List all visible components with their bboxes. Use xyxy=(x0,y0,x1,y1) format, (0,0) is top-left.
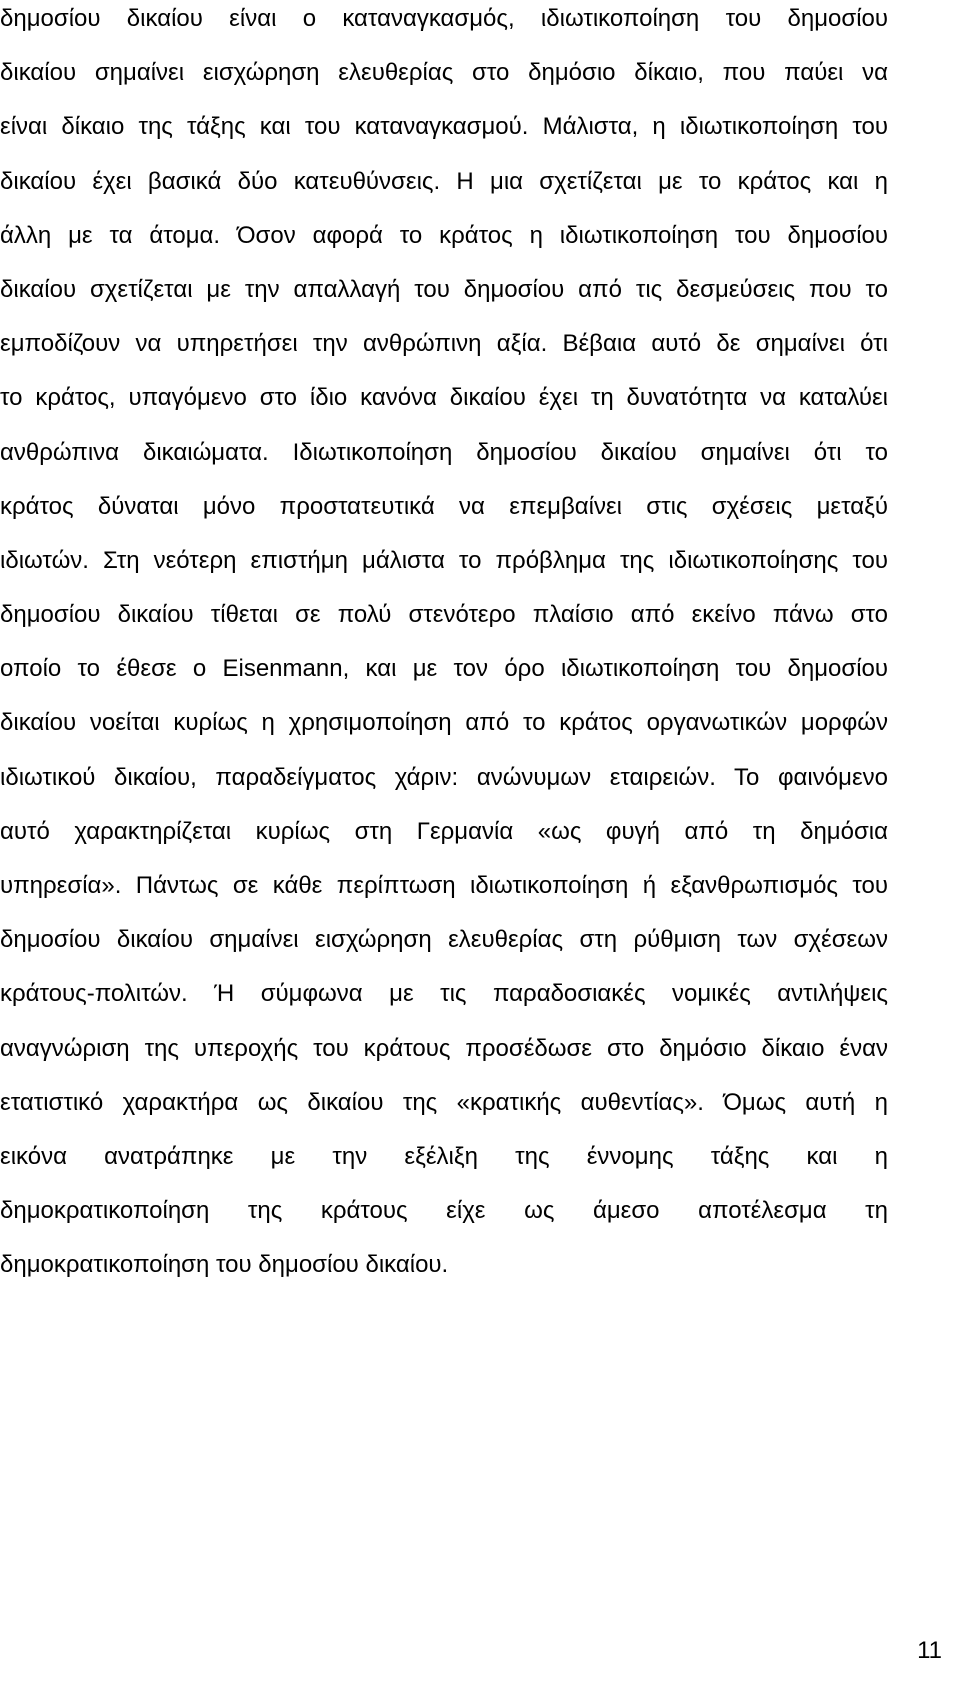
text-line-4: δικαίου έχει βασικά δύο κατευθύνσεις. Η μια σχετίζεται με το κράτος και η xyxy=(0,167,888,195)
text-line-18: δημοσίου δικαίου σημαίνει εισχώρηση ελευθερίας στη ρύθμιση των σχέσεων xyxy=(0,926,888,954)
text-line-22: εικόνα ανατράπηκε με την εξέλιξη της έννομης τάξης και η xyxy=(0,1142,888,1170)
text-line-1: δημοσίου δικαίου είναι ο καταναγκασμός, ιδιωτικοποίηση του δημοσίου xyxy=(0,5,888,32)
text-line-3: είναι δίκαιο της τάξης και του καταναγκασμού. Μάλιστα, η ιδιωτικοποίηση του xyxy=(0,113,888,141)
text-line-6: δικαίου σχετίζεται με την απαλλαγή του δημοσίου από τις δεσμεύσεις που το xyxy=(0,275,888,303)
page-number: 11 xyxy=(917,1637,942,1664)
text-line-2: δικαίου σημαίνει εισχώρηση ελευθερίας στο δημόσιο δίκαιο, που παύει να xyxy=(0,59,888,87)
text-line-10: κράτος δύναται μόνο προστατευτικά να επεμβαίνει στις σχέσεις μεταξύ xyxy=(0,492,888,520)
text-line-9: ανθρώπινα δικαιώματα. Ιδιωτικοποίηση δημοσίου δικαίου σημαίνει ότι το xyxy=(0,438,888,466)
text-line-17: υπηρεσία». Πάντως σε κάθε περίπτωση ιδιωτικοποίηση ή εξανθρωπισμός του xyxy=(0,872,888,899)
text-line-24: δημοκρατικοποίηση του δημοσίου δικαίου. xyxy=(0,1251,449,1279)
text-line-16: αυτό χαρακτηρίζεται κυρίως στη Γερμανία «ως φυγή από τη δημόσια xyxy=(0,817,888,845)
text-line-8: το κράτος, υπαγόμενο στο ίδιο κανόνα δικαίου έχει τη δυνατότητα να καταλύει xyxy=(0,384,888,412)
text-line-7: εμποδίζουν να υπηρετήσει την ανθρώπινη αξία. Βέβαια αυτό δε σημαίνει ότι xyxy=(0,330,888,358)
text-line-13: οποίο το έθεσε ο Eisenmann, και με τον όρο ιδιωτικοποίηση του δημοσίου xyxy=(0,655,888,683)
text-line-12: δημοσίου δικαίου τίθεται σε πολύ στενότερο πλαίσιο από εκείνο πάνω στο xyxy=(0,601,888,629)
text-line-14: δικαίου νοείται κυρίως η χρησιμοποίηση από το κράτος οργανωτικών μορφών xyxy=(0,709,888,737)
text-line-5: άλλη με τα άτομα. Όσον αφορά το κράτος η ιδιωτικοποίηση του δημοσίου xyxy=(0,221,888,249)
text-line-15: ιδιωτικού δικαίου, παραδείγματος χάριν: ανώνυμων εταιρειών. Το φαινόμενο xyxy=(0,763,888,791)
text-line-20: αναγνώριση της υπεροχής του κράτους προσέδωσε στο δημόσιο δίκαιο έναν xyxy=(0,1034,888,1062)
text-line-11: ιδιωτών. Στη νεότερη επιστήμη μάλιστα το πρόβλημα της ιδιωτικοποίησης του xyxy=(0,546,888,574)
text-line-21: ετατιστικό χαρακτήρα ως δικαίου της «κρατικής αυθεντίας». Όμως αυτή η xyxy=(0,1088,888,1116)
text-line-23: δημοκρατικοποίηση της κράτους είχε ως άμεσο αποτέλεσμα τη xyxy=(0,1197,888,1225)
text-line-19: κράτους-πολιτών. Ή σύμφωνα με τις παραδοσιακές νομικές αντιλήψεις xyxy=(0,980,888,1008)
